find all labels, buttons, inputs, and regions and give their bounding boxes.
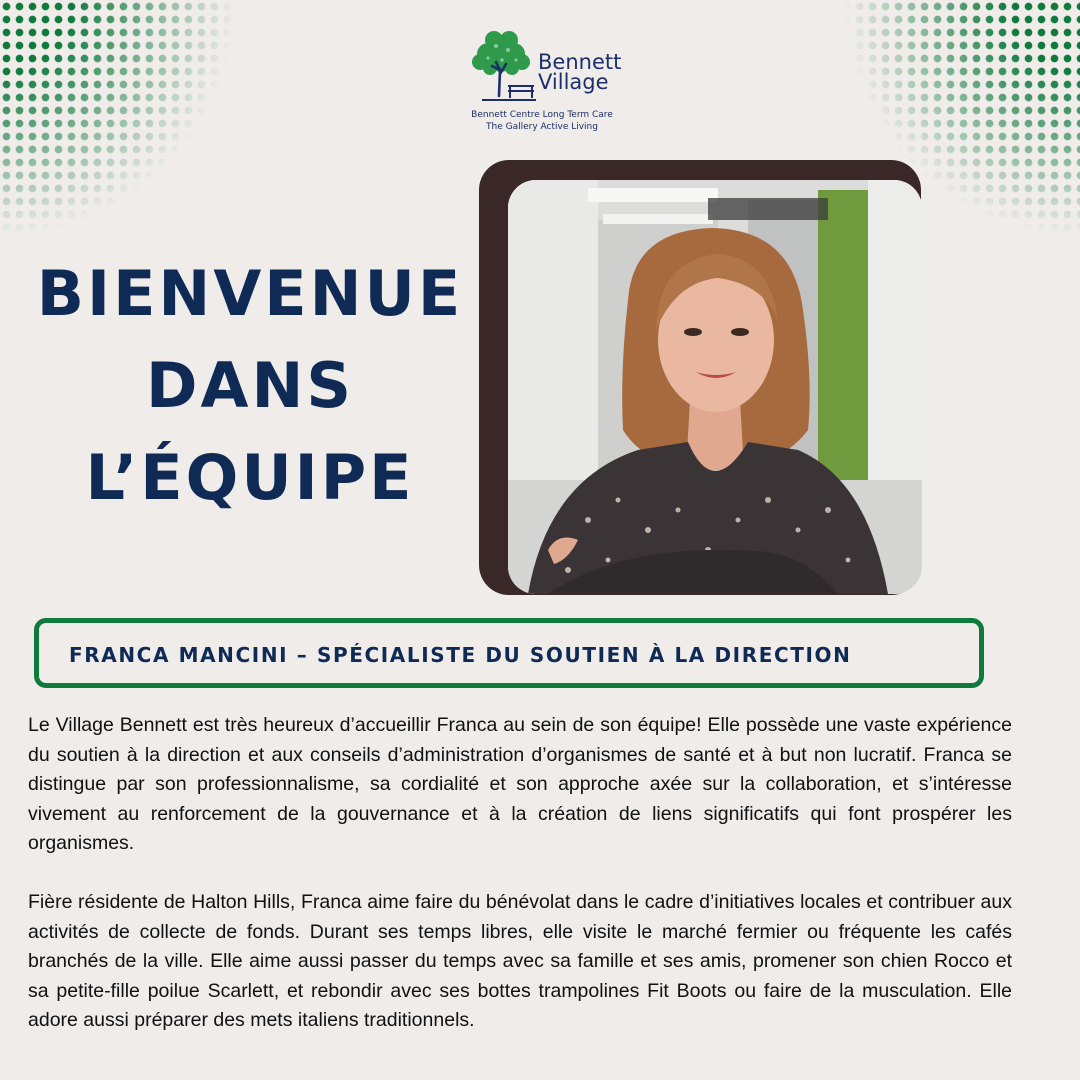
headline-line3: L’ÉQUIPE <box>85 441 415 514</box>
logo-name-line2: Village <box>538 70 609 94</box>
name-banner <box>34 618 984 688</box>
tree-and-bench-icon <box>466 26 536 106</box>
headline-line1: BIENVENUE <box>36 257 464 330</box>
headline-line2: DANS <box>146 349 354 422</box>
logo-name-line1: Bennett <box>538 50 622 74</box>
logo-subtitle <box>462 109 622 133</box>
bio-paragraph-1: Le Village Bennett est très heureux d’accueillir Franca au sein de son équipe! Elle possède une vaste expérience du soutien à la direction et aux conseils d’administration d’organismes de santé et à but non lucratif. Franca se distingue par son professionnalisme, sa cordialité et son approche axée sur la collaboration, et s’intéresse vivement au renforcement de la gouvernance et à la création de liens significatifs qui font prospérer les organismes. <box>28 714 1012 854</box>
logo-sub-line1: Bennett Centre Long Term Care <box>471 110 613 120</box>
portrait-photo <box>508 180 922 594</box>
halftone-dots-left <box>0 0 240 235</box>
bennett-village-logo <box>462 26 622 136</box>
bio-paragraph-2: Fière résidente de Halton Hills, Franca aime faire du bénévolat dans le cadre d’initiatives locales et contribuer aux activités de collecte de fonds. Durant ses temps libres, elle visite le marché fermier ou fréquente les cafés branchés de la ville. Elle aime aussi passer du temps avec sa famille et ses amis, promener son chien Rocco et sa petite-fille poilue Scarlett, et rebondir avec ses bottes trampolines Fit Boots ou faire de la musculation. Elle adore aussi préparer des mets italiens traditionnels. <box>28 891 1012 1031</box>
logo-wordmark <box>538 52 621 92</box>
logo-sub-line2: The Gallery Active Living <box>486 122 598 132</box>
name-title: FRANCA MANCINI – SPÉCIALISTE DU SOUTIEN À LA DIRECTION <box>69 643 852 667</box>
welcome-headline <box>30 248 470 524</box>
bio-text <box>28 711 1012 1065</box>
